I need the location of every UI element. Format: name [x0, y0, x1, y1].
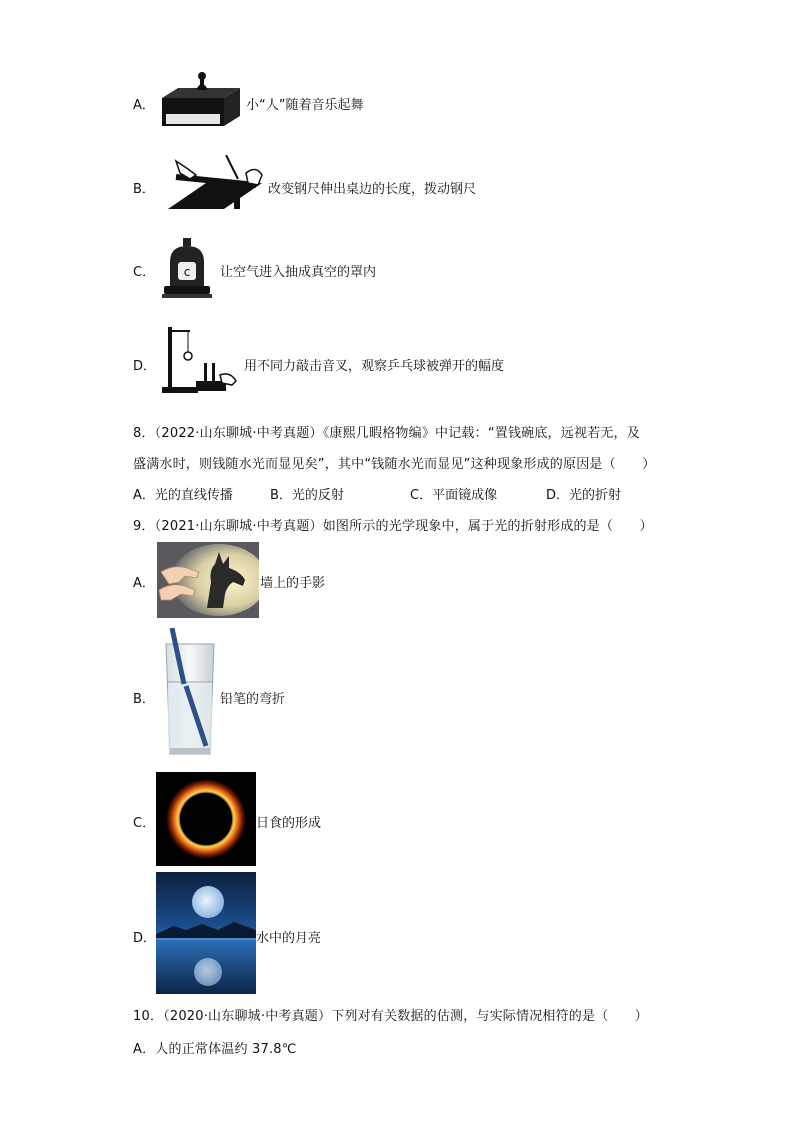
option-letter: D．: [133, 931, 157, 946]
question-text: 9．（2021·山东聊城·中考真题）如图所示的光学现象中，属于光的折射形成的是（ ）: [133, 519, 653, 534]
choice-d: D．光的折射: [546, 488, 622, 503]
speaker-figure-icon: [158, 70, 242, 132]
option-letter: B．: [133, 692, 155, 707]
option-text: 墙上的手影: [260, 576, 326, 591]
tuning-fork-icon: [160, 323, 240, 395]
choice-b: B．光的反射: [270, 488, 344, 503]
hand-shadow-icon: [157, 542, 259, 618]
solar-eclipse-icon: [156, 772, 256, 866]
option-text: 铅笔的弯折: [220, 692, 286, 707]
option-letter: A．: [133, 576, 155, 591]
option-letter: B．: [133, 182, 155, 197]
option-text: 日食的形成: [256, 816, 322, 831]
option-letter: A．: [133, 98, 155, 113]
option-letter: D．: [133, 359, 157, 374]
question-text: 10．（2020·山东聊城·中考真题）下列对有关数据的估测，与实际情况相符的是（ ）: [133, 1009, 648, 1024]
option-text: 让空气进入抽成真空的罩内: [220, 265, 377, 280]
ruler-table-icon: [166, 155, 266, 211]
option-text: 水中的月亮: [256, 931, 322, 946]
option-letter: C．: [133, 816, 156, 831]
choice-c: C．平面镜成像: [410, 488, 498, 503]
question-text: 8．（2022·山东聊城·中考真题）《康熙几暇格物编》中记载：“置钱碗底，远视若无，及: [133, 426, 640, 441]
choice-a: A．人的正常体温约 37.8℃: [133, 1042, 297, 1057]
bell-jar-icon: [160, 236, 214, 300]
option-text: 小“人”随着音乐起舞: [246, 98, 364, 113]
option-text: 用不同力敲击音叉，观察乒乓球被弹开的幅度: [244, 359, 505, 374]
pencil-in-glass-icon: [164, 628, 216, 760]
option-letter: C．: [133, 265, 156, 280]
choice-a: A．光的直线传播: [133, 488, 233, 503]
svg-text:c: c: [183, 265, 191, 279]
option-text: 改变钢尺伸出桌边的长度，拨动钢尺: [268, 182, 477, 197]
question-text: 盛满水时，则钱随水光而显见矣”，其中“钱随水光而显见”这种现象形成的原因是（ ）: [133, 457, 656, 472]
moon-reflection-icon: [156, 872, 256, 994]
